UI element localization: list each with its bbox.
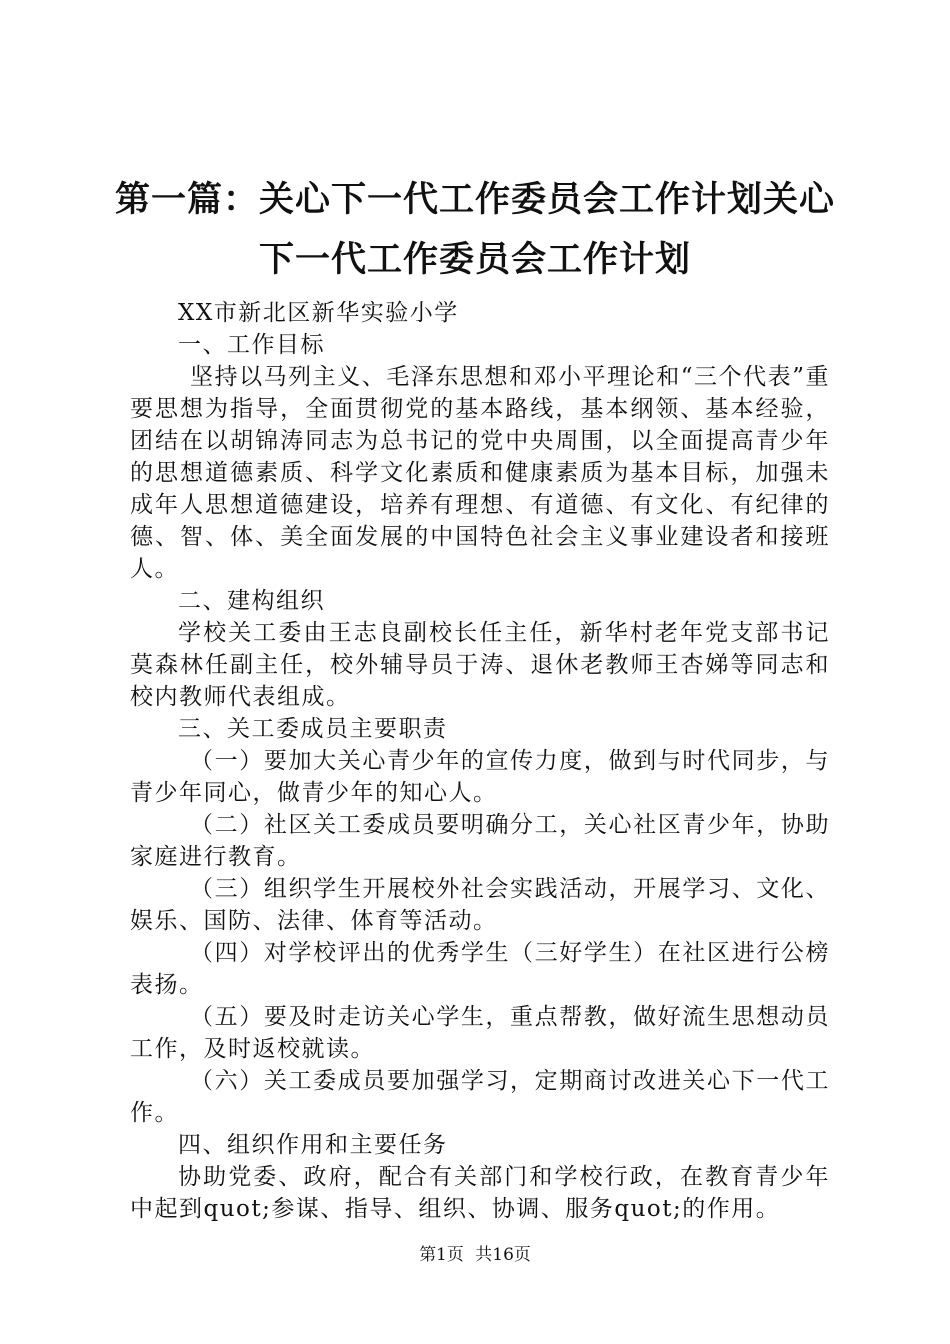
document-title: 第一篇：关心下一代工作委员会工作计划关心下一代工作委员会工作计划 <box>114 180 835 280</box>
duty-item-3: （三）组织学生开展校外社会实践活动，开展学习、文化、娱乐、国防、法律、体育等活动。 <box>130 876 830 934</box>
duty-item-6: （六）关工委成员要加强学习，定期商讨改进关心下一代工作。 <box>130 1068 830 1126</box>
duty-item-5: （五）要及时走访关心学生，重点帮教，做好流生思想动员工作，及时返校就读。 <box>130 1004 830 1062</box>
school-name: XX市新北区新华实验小学 <box>178 300 459 326</box>
document-body <box>130 297 830 1225</box>
page-number: 第1页 <box>419 1245 464 1265</box>
page-footer <box>0 1243 950 1267</box>
duty-item-4: （四）对学校评出的优秀学生（三好学生）在社区进行公榜表扬。 <box>130 940 830 998</box>
paragraph-goals: 坚持以马列主义、毛泽东思想和邓小平理论和“三个代表”重要思想为指导，全面贯彻党的基本路线，基本纲领、基本经验，团结在以胡锦涛同志为总书记的党中央周围，以全面提高青少年的思想道德素质、科学文化素质和健康素质为基本目标，加强未成年人思想道德建设，培养有理想、有道德、有文化、有纪律的德、智、体、美全面发展的中国特色社会主义事业建设者和接班人。 <box>130 364 830 582</box>
section-heading-2: 二、建构组织 <box>178 588 325 614</box>
paragraph-tasks: 协助党委、政府，配合有关部门和学校行政，在教育青少年中起到quot;参谋、指导、组织、协调、服务quot;的作用。 <box>130 1164 830 1222</box>
paragraph-organization: 学校关工委由王志良副校长任主任，新华村老年党支部书记莫森林任副主任，校外辅导员于涛、退休老教师王杏娣等同志和校内教师代表组成。 <box>130 620 830 710</box>
section-heading-4: 四、组织作用和主要任务 <box>178 1132 448 1158</box>
duty-item-1: （一）要加大关心青少年的宣传力度，做到与时代同步，与青少年同心，做青少年的知心人。 <box>130 748 830 806</box>
section-heading-3: 三、关工委成员主要职责 <box>178 716 448 742</box>
duty-item-2: （二）社区关工委成员要明确分工，关心社区青少年，协助家庭进行教育。 <box>130 812 830 870</box>
page-total: 共16页 <box>475 1245 531 1265</box>
section-heading-1: 一、工作目标 <box>178 332 325 358</box>
